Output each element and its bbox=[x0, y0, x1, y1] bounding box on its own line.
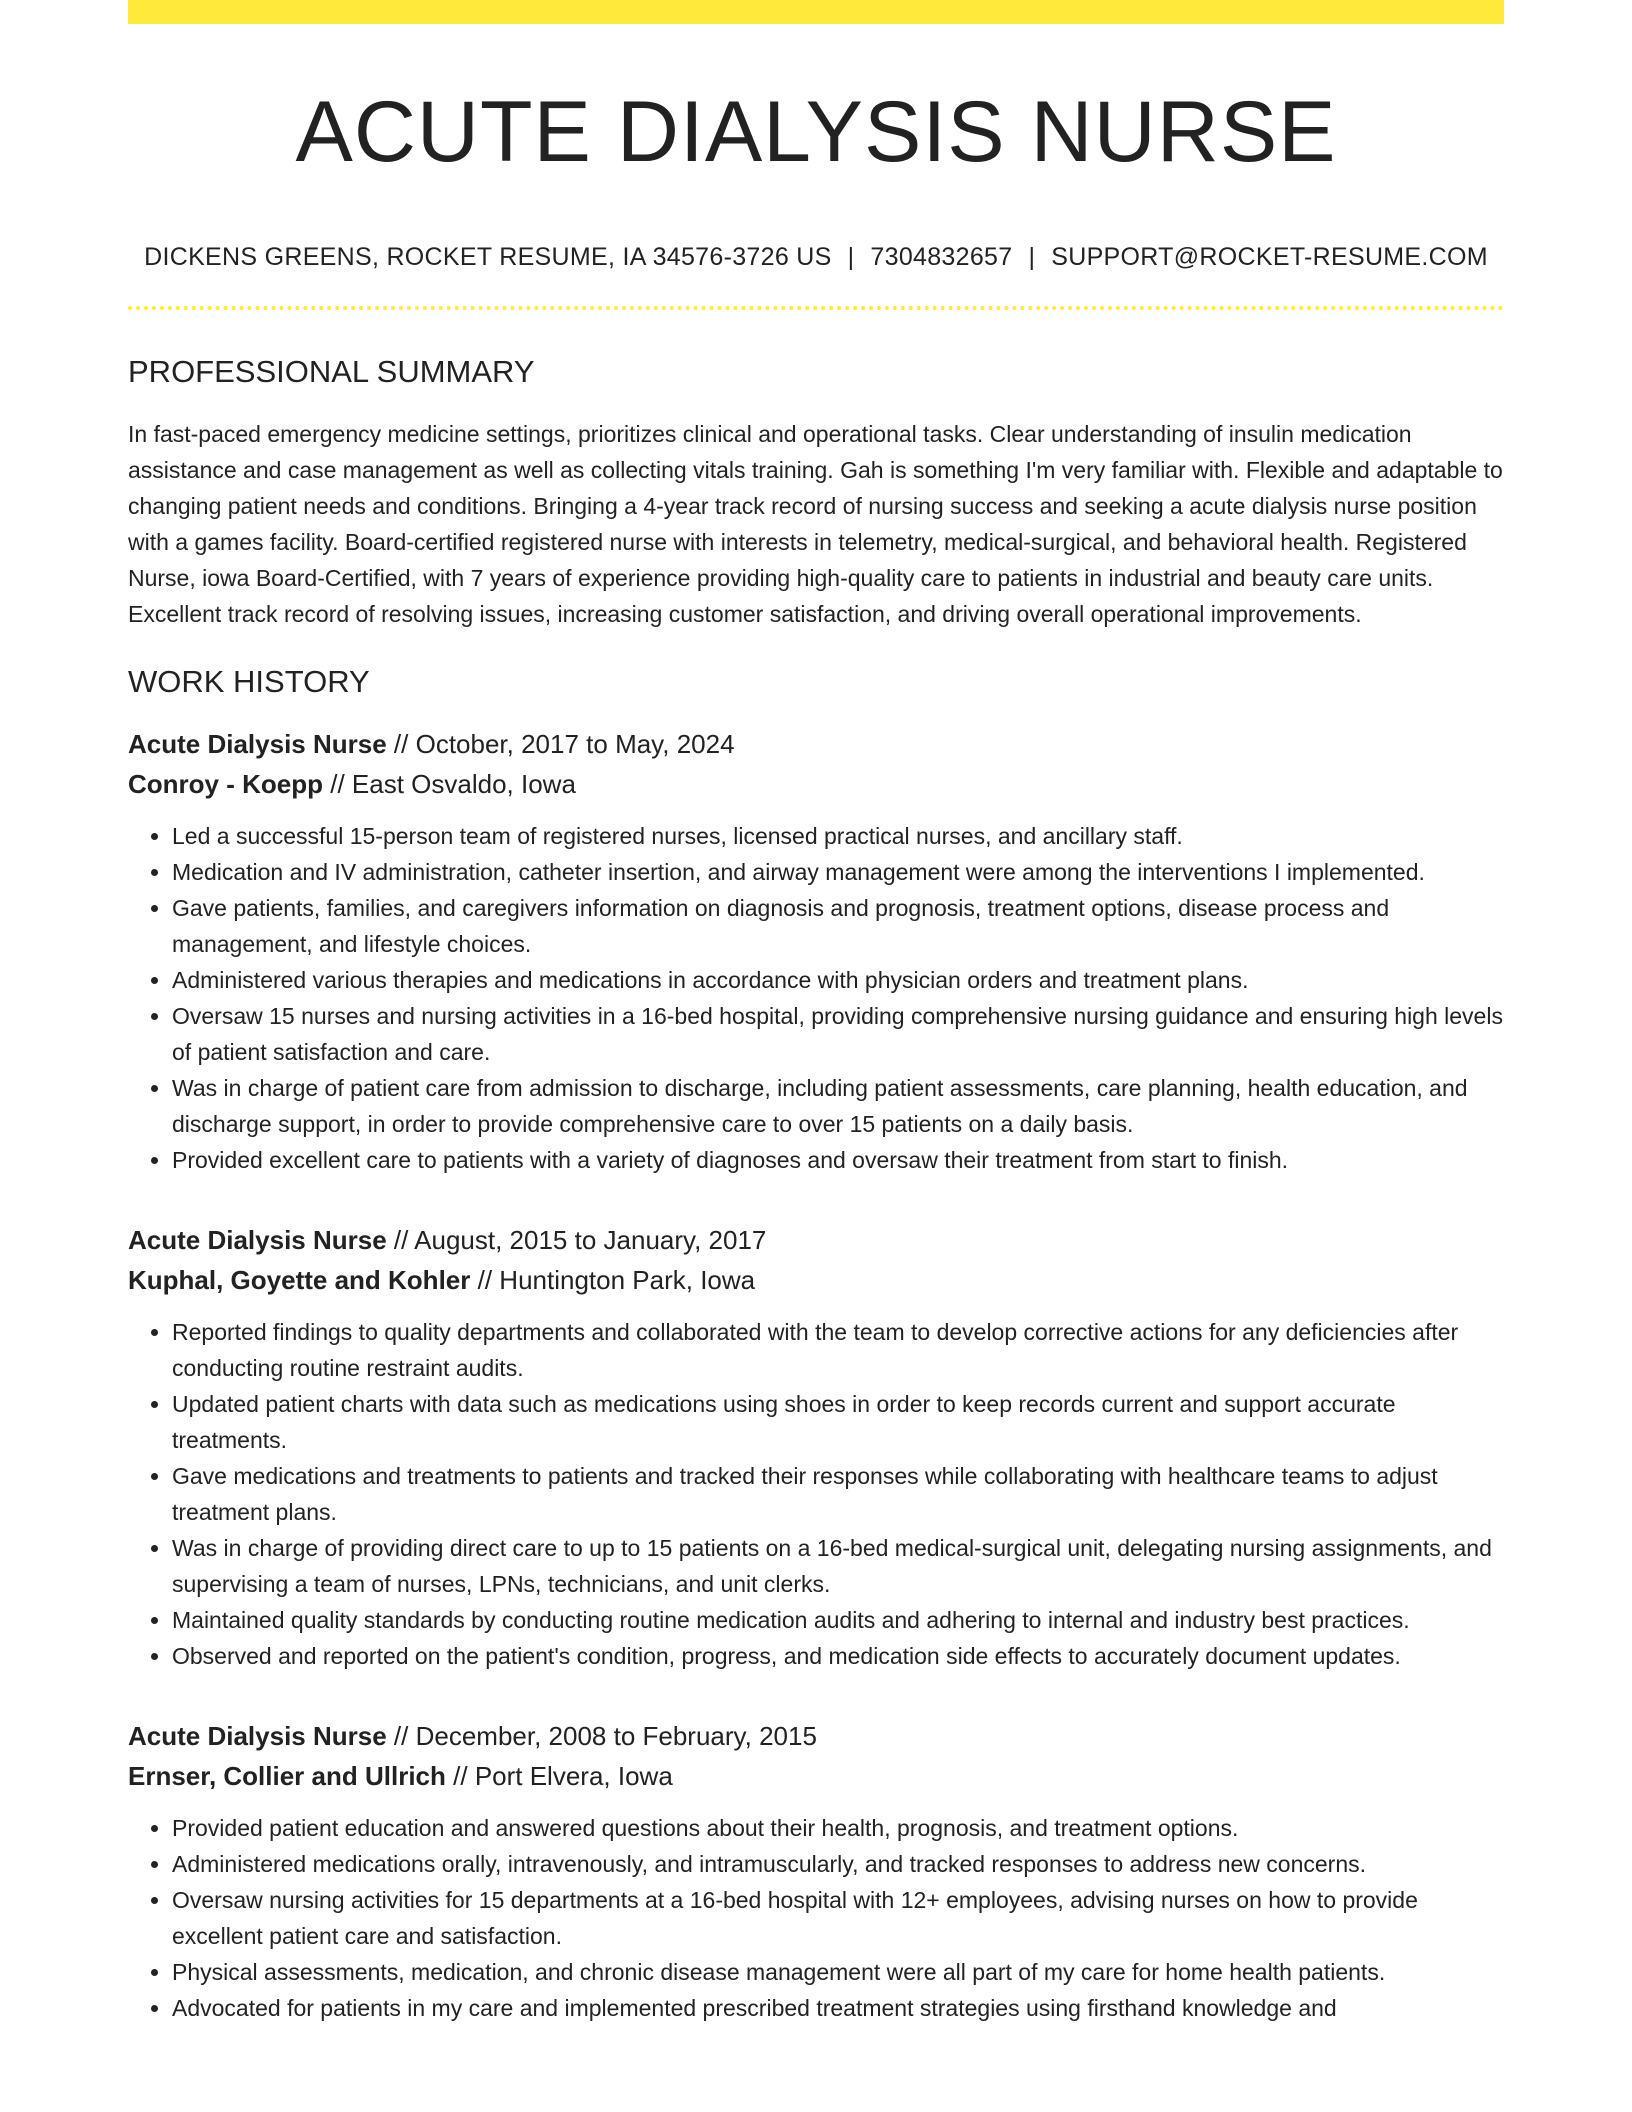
job-entry bbox=[128, 1716, 1504, 2026]
job-bullet: • Advocated for patients in my care and implemented prescribed treatment strategies using firsthand knowledge and bbox=[172, 1990, 1504, 2026]
job-title-line bbox=[128, 1220, 1504, 1260]
job-dates: August, 2015 to January, 2017 bbox=[414, 1225, 767, 1255]
job-divider: // bbox=[393, 729, 409, 759]
job-title-line bbox=[128, 724, 1504, 764]
job-bullet: • Was in charge of patient care from admission to discharge, including patient assessments, care planning, health education, and discharge support, in order to provide comprehensive care to over 15 patients on a daily basis. bbox=[172, 1070, 1504, 1142]
contact-phone: 7304832657 bbox=[870, 243, 1013, 271]
contact-separator: | bbox=[1028, 243, 1036, 271]
job-divider: // bbox=[330, 769, 345, 799]
job-bullet: • Oversaw 15 nurses and nursing activities in a 16-bed hospital, providing comprehensive nursing guidance and ensuring high levels of patient satisfaction and care. bbox=[172, 998, 1504, 1070]
job-title: Acute Dialysis Nurse bbox=[128, 729, 387, 759]
job-entry bbox=[128, 724, 1504, 1178]
job-bullet: • Provided patient education and answered questions about their health, prognosis, and treatment options. bbox=[172, 1810, 1504, 1846]
job-bullet: • Gave patients, families, and caregivers information on diagnosis and prognosis, treatment options, disease process and management, and lifestyle choices. bbox=[172, 890, 1504, 962]
job-title-line bbox=[128, 1716, 1504, 1756]
job-bullet: • Reported findings to quality departments and collaborated with the team to develop corrective actions for any deficiencies after conducting routine restraint audits. bbox=[172, 1314, 1504, 1386]
header-divider bbox=[128, 306, 1504, 310]
work-history-list bbox=[128, 724, 1504, 2026]
job-dates: December, 2008 to February, 2015 bbox=[415, 1721, 817, 1751]
job-entry bbox=[128, 1220, 1504, 1674]
job-divider: // bbox=[453, 1761, 468, 1791]
contact-address: DICKENS GREENS, ROCKET RESUME, IA 34576-3726 US bbox=[144, 243, 832, 271]
job-company: Ernser, Collier and Ullrich bbox=[128, 1761, 446, 1791]
job-divider: // bbox=[393, 1721, 409, 1751]
top-accent-bar bbox=[128, 0, 1504, 24]
job-location: East Osvaldo, Iowa bbox=[351, 769, 576, 799]
job-company: Kuphal, Goyette and Kohler bbox=[128, 1265, 471, 1295]
job-divider: // bbox=[393, 1225, 409, 1255]
job-bullet: • Gave medications and treatments to patients and tracked their responses while collaborating with healthcare teams to adjust treatment plans. bbox=[172, 1458, 1504, 1530]
job-dates: October, 2017 to May, 2024 bbox=[415, 729, 735, 759]
job-divider: // bbox=[477, 1265, 493, 1295]
summary-text: In fast-paced emergency medicine settings, prioritizes clinical and operational tasks. Clear understanding of insulin medication assistance and case management as well as collecting vitals training. Gah is something I'm very familiar with. Flexible and adaptable to changing patient needs and conditions. Bringing a 4-year track record of nursing success and seeking a acute dialysis nurse position with a games facility. Board-certified registered nurse with interests in telemetry, medical-surgical, and behavioral health. Registered Nurse, iowa Board-Certified, with 7 years of experience providing high-quality care to patients in industrial and beauty care units. Excellent track record of resolving issues, increasing customer satisfaction, and driving overall operational improvements. bbox=[128, 421, 1503, 627]
contact-separator: | bbox=[847, 243, 855, 271]
job-bullet: • Observed and reported on the patient's condition, progress, and medication side effects to accurately document updates. bbox=[172, 1638, 1504, 1674]
job-bullets bbox=[128, 818, 1504, 1178]
contact-line bbox=[128, 242, 1504, 272]
job-company-line bbox=[128, 1260, 1504, 1300]
job-company: Conroy - Koepp bbox=[128, 769, 323, 799]
job-company-line bbox=[128, 1756, 1504, 1796]
resume-content bbox=[128, 24, 1504, 2026]
job-bullet: • Updated patient charts with data such as medications using shoes in order to keep records current and support accurate treatments. bbox=[172, 1386, 1504, 1458]
summary-heading: PROFESSIONAL SUMMARY bbox=[128, 354, 535, 389]
job-bullet: • Was in charge of providing direct care to up to 15 patients on a 16-bed medical-surgical unit, delegating nursing assignments, and supervising a team of nurses, LPNs, technicians, and unit clerks. bbox=[172, 1530, 1504, 1602]
job-location: Huntington Park, Iowa bbox=[499, 1265, 756, 1295]
contact-email: SUPPORT@ROCKET-RESUME.COM bbox=[1051, 243, 1488, 271]
job-bullet: • Oversaw nursing activities for 15 departments at a 16-bed hospital with 12+ employees, advising nurses on how to provide excellent patient care and satisfaction. bbox=[172, 1882, 1504, 1954]
job-bullets bbox=[128, 1810, 1504, 2026]
job-bullet: • Maintained quality standards by conducting routine medication audits and adhering to internal and industry best practices. bbox=[172, 1602, 1504, 1638]
job-bullet: • Administered various therapies and medications in accordance with physician orders and treatment plans. bbox=[172, 962, 1504, 998]
job-bullet: • Led a successful 15-person team of registered nurses, licensed practical nurses, and ancillary staff. bbox=[172, 818, 1504, 854]
job-bullet: • Administered medications orally, intravenously, and intramuscularly, and tracked responses to address new concerns. bbox=[172, 1846, 1504, 1882]
job-title: Acute Dialysis Nurse bbox=[128, 1225, 387, 1255]
job-bullet: • Physical assessments, medication, and chronic disease management were all part of my care for home health patients. bbox=[172, 1954, 1504, 1990]
job-bullet: • Provided excellent care to patients with a variety of diagnoses and oversaw their treatment from start to finish. bbox=[172, 1142, 1504, 1178]
resume-title: ACUTE DIALYSIS NURSE bbox=[295, 84, 1337, 180]
job-location: Port Elvera, Iowa bbox=[474, 1761, 673, 1791]
job-bullets bbox=[128, 1314, 1504, 1674]
work-history-heading: WORK HISTORY bbox=[128, 664, 370, 699]
job-title: Acute Dialysis Nurse bbox=[128, 1721, 387, 1751]
job-bullet: • Medication and IV administration, catheter insertion, and airway management were among the interventions I implemented. bbox=[172, 854, 1504, 890]
job-company-line bbox=[128, 764, 1504, 804]
